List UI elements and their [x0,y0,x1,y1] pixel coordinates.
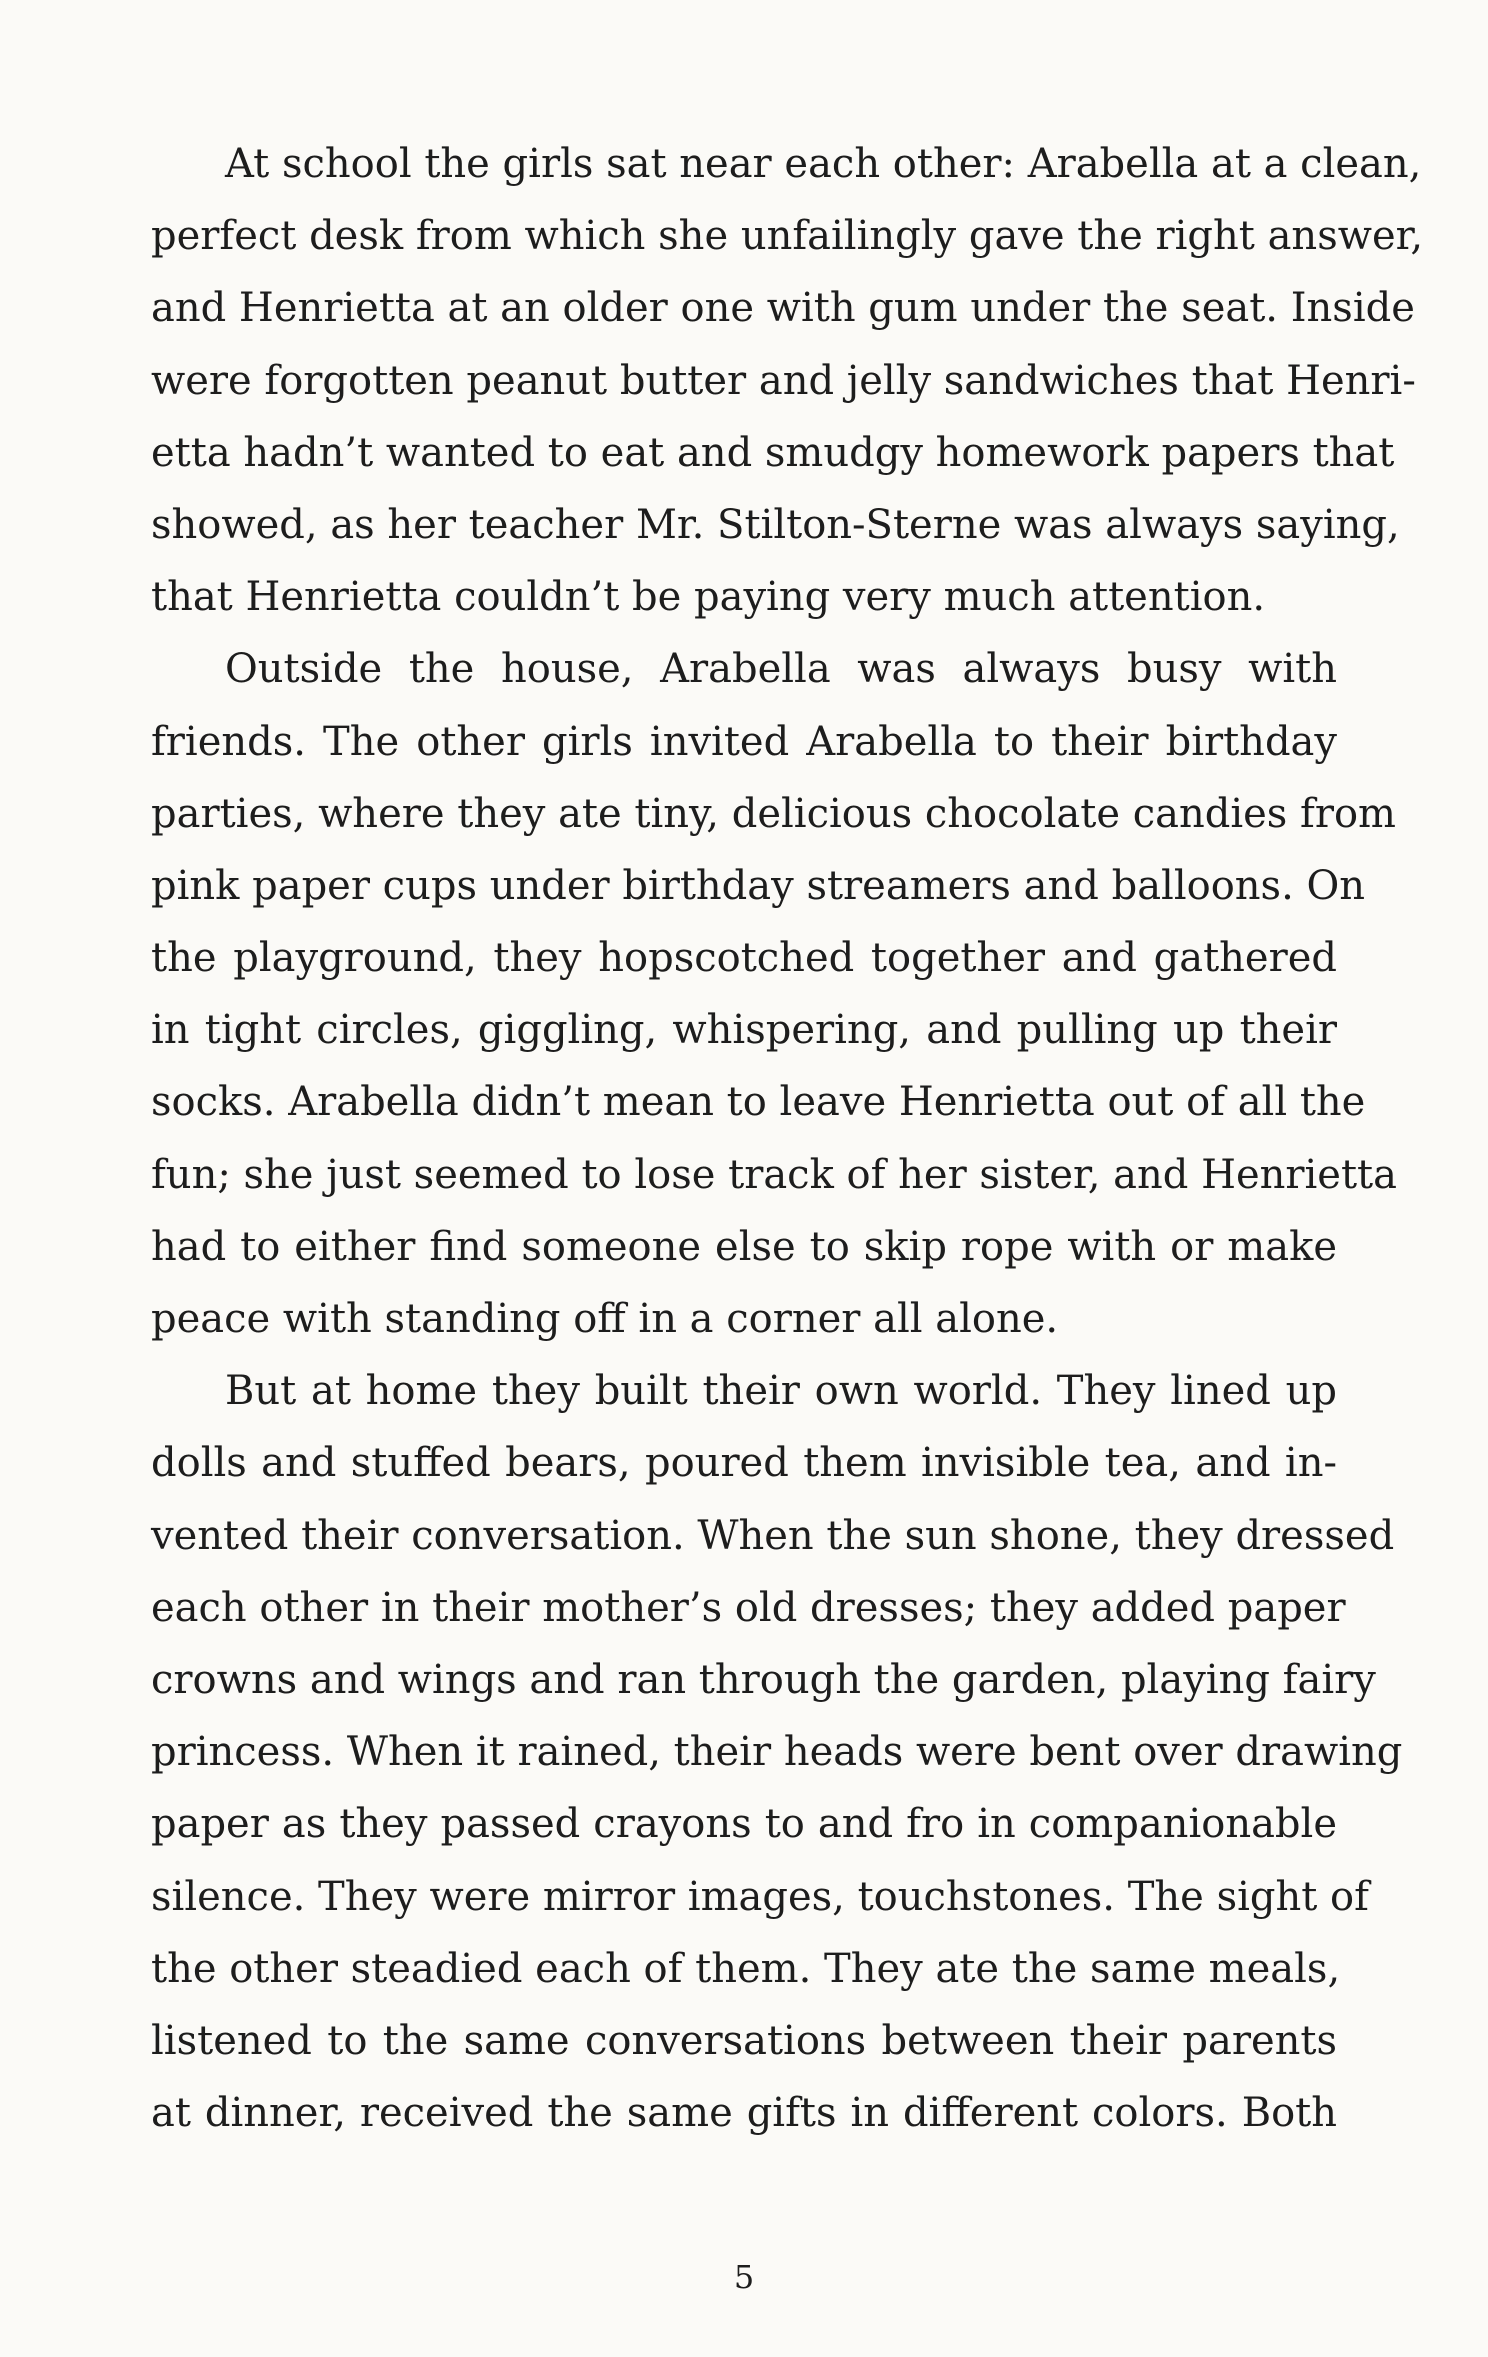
body-text [151,128,1424,2149]
text-line: dolls and stuffed bears, poured them invisible tea, and in- [151,1440,1337,1487]
paragraph-school [151,128,1424,633]
text-line: pink paper cups under birthday streamers and balloons. On [151,862,1366,909]
text-line: perfect desk from which she unfailingly gave the right answer, [151,213,1424,260]
text-line: the other steadied each of them. They ate the same meals, [151,1945,1341,1992]
text-line: each other in their mother’s old dresses; they added paper [151,1584,1346,1631]
page-number: 5 [733,2258,755,2296]
text-line: in tight circles, giggling, whispering, and pulling up their [151,1007,1337,1054]
text-line: silence. They were mirror images, touchstones. The sight of [151,1873,1369,1920]
text-line: at dinner, received the same gifts in different colors. Both [151,2090,1337,2137]
paragraph-outside [151,633,1397,1355]
text-line: friends. The other girls invited Arabella to their birthday [151,718,1337,765]
text-line: paper as they passed crayons to and fro in companionable [151,1801,1337,1848]
text-line: At school the girls sat near each other: Arabella at a clean, [225,141,1422,187]
text-line: fun; she just seemed to lose track of her sister, and Henrietta [151,1151,1397,1198]
text-line: had to either find someone else to skip rope with or make [151,1223,1337,1270]
text-line: peace with standing off in a corner all alone. [151,1296,1059,1342]
text-line: listened to the same conversations between their parents [151,2017,1337,2064]
text-line: socks. Arabella didn’t mean to leave Henrietta out of all the [151,1079,1366,1126]
text-line: crowns and wings and ran through the garden, playing fairy [151,1656,1376,1703]
text-line: showed, as her teacher Mr. Stilton-Sterne was always saying, [151,501,1400,548]
text-line: vented their conversation. When the sun shone, they dressed [151,1512,1395,1559]
text-line: Outside the house, Arabella was always busy with [225,646,1337,693]
text-line: princess. When it rained, their heads were bent over drawing [151,1729,1403,1776]
paragraph-home [151,1355,1403,2149]
text-line: parties, where they ate tiny, delicious chocolate candies from [151,790,1396,837]
text-line: etta hadn’t wanted to eat and smudgy homework papers that [151,429,1395,476]
text-line: that Henrietta couldn’t be paying very much attention. [151,574,1266,621]
text-line: the playground, they hopscotched together and gathered [151,935,1337,982]
text-line: were forgotten peanut butter and jelly sandwiches that Henri- [151,357,1416,404]
text-line: and Henrietta at an older one with gum under the seat. Inside [151,285,1415,332]
text-line: But at home they built their own world. They lined up [225,1368,1337,1415]
